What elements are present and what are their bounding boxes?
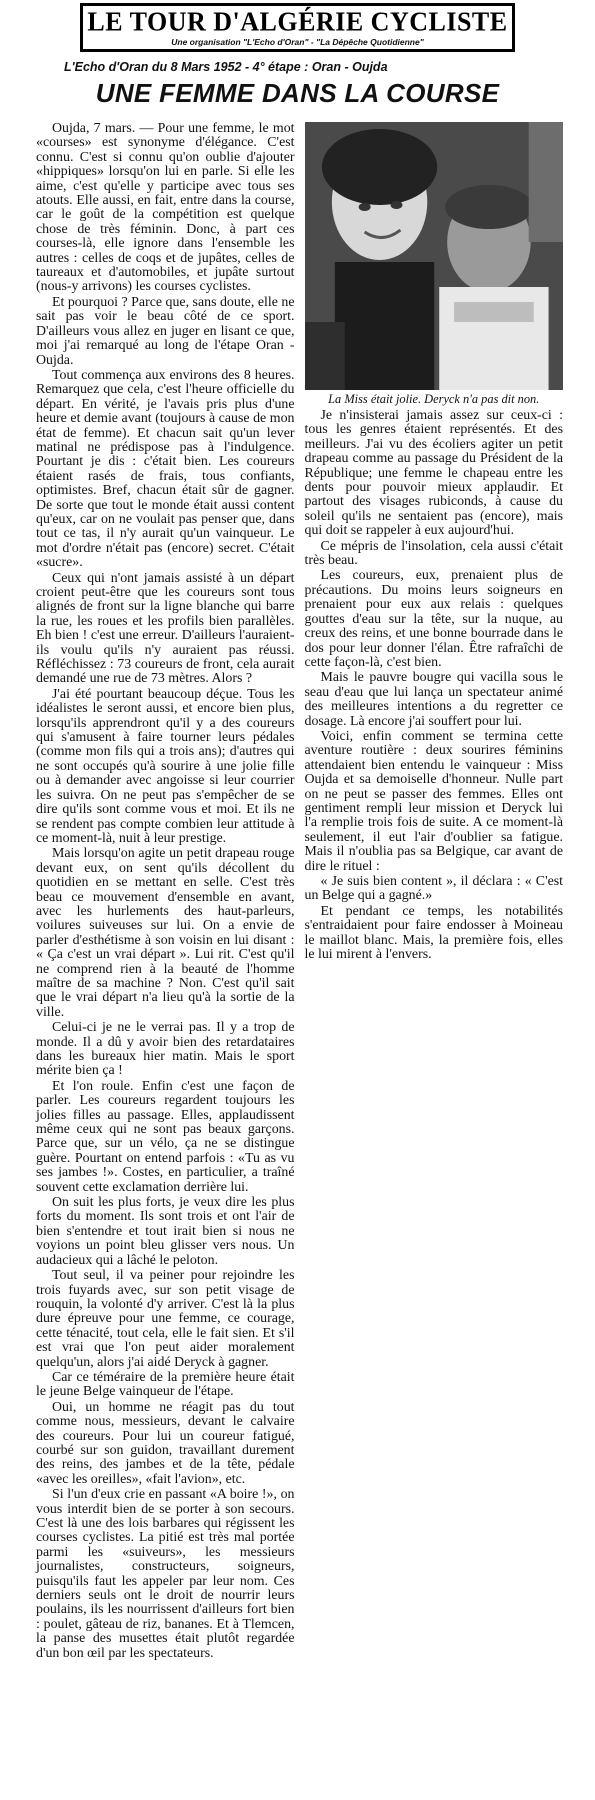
paragraph-19: « Je suis bien content », il déclara : « C'est un Belge qui a gagné.» xyxy=(304,874,563,904)
paragraph-16: Les coureurs, eux, prenaient plus de précautions. Du moins leurs soigneurs en prenaient pour eux aux relais : quelques gouttes d'eau sur la tête, sur la nuque, au creux des reins, et une bonne bourrade dans le dos pour leur donner l'élan. Être rafraîchi de cette façon-là, c'est bien. xyxy=(304,568,563,670)
paragraph-5: J'ai été pourtant beaucoup déçue. Tous les idéalistes le seront aussi, et encore bien plus, lorsqu'ils apprendront qu'il y a des coureurs qui s'amusent à faire tourner leurs pédales (comme mon fils qui a trois ans); d'autres qui ne sont occupés qu'à sourire à une jolie fille ou à demander avec angoisse si leur courrier les suivra. On ne peut pas s'empêcher de se dire qu'ils sont comme vous et moi. Et ils ne se rendent pas compte combien leur attitude à ce moment-là, nuit à leur prestige. xyxy=(36,686,295,846)
masthead-tagline: Une organisation "L'Echo d'Oran" - "La Dépêche Quotidienne" xyxy=(171,36,424,47)
paragraph-1: Oujda, 7 mars. — Pour une femme, le mot «courses» est synonyme d'élégance. C'est connu. C'est si connu qu'on oublie d'ajouter «hippiques» lorsqu'on lui en parle. Si elle les aime, c'est qu'elle y participe avec tous ses atouts. Elle aussi, en fait, entre dans la course, car le goût de la compétition est quelque chose de très féminin. Donc, à part ces courses-là, elle ignore dans l'ensemble les autres : celles de coqs et de jupâtes, celles de taureaux et d'automobiles, et jupâte surtout (nous-y arrivons) les courses cyclistes. xyxy=(36,121,295,295)
paragraph-3: Tout commença aux environs des 8 heures. Remarquez que cela, c'est l'heure officielle du départ. En vérité, je l'avais pris plus d'une heure et demie avant (toujours à cause de mon état de femme). Et chacun sait qu'un lever matinal ne prédispose pas à l'indulgence. Pourtant je dis : c'était bien. Les coureurs étaient rasés de frais, tous confiants, optimistes. Bref, chacun était sûr de gagner. De sorte que tout le monde était aussi content qu'eux, car on ne voulait pas penser que, dans tout ce tas, il n'y aurait qu'un vainqueur. Le mot d'ordre n'était pas (encore) secret. C'était «sucre». xyxy=(36,367,295,571)
masthead xyxy=(80,3,515,52)
paragraph-7: Celui-ci je ne le verrai pas. Il y a trop de monde. Il a dû y avoir bien des retardataires dans les bureaux hier matin. Mais le sport mérite bien ça ! xyxy=(36,1020,295,1079)
paragraph-12: Oui, un homme ne réagit pas du tout comme nous, messieurs, devant le calvaire des coureurs. Pour lui un coureur fatigué, courbé sur son guidon, travaillant durement des reins, des jambes et de la tête, pédale «avec les oreilles», «fait l'avion», etc. xyxy=(36,1399,295,1487)
paragraph-18: Voici, enfin comment se termina cette aventure routière : deux sourires féminins attendaient bien entendu le vainqueur : Miss Oujda et sa demoiselle d'honneur. Nulle part on ne peut se passer des femmes. Elles ont gentiment rempli leur mission et Deryck lui l'a remplie trois fois de suite. A ce moment-là seulement, il eut l'air d'oublier sa fatigue. Mais il n'oublia pas sa Belgique, car avant de dire le rituel : xyxy=(304,728,563,874)
source-line: L'Echo d'Oran du 8 Mars 1952 - 4° étape : Oran - Oujda xyxy=(64,60,388,74)
photo-illustration xyxy=(305,122,564,390)
headline: UNE FEMME DANS LA COURSE xyxy=(95,78,500,108)
paragraph-11: Car ce téméraire de la première heure était le jeune Belge vainqueur de l'étape. xyxy=(36,1369,295,1400)
paragraph-20: Et pendant ce temps, les notabilités s'entraidaient pour faire endosser à Moineau le maillot blanc. Mais, la première fois, elles le lui mirent à l'envers. xyxy=(304,903,563,963)
paragraph-6: Mais lorsqu'on agite un petit drapeau rouge devant eux, on sent qu'ils décollent du quotidien en se mettant en selle. C'est très beau ce mouvement d'ensemble en avant, avec les hurlements des haut-parleurs, voilures suiveuses sur lui. On a envie de parler d'esthétisme à son voisin en lui disant : « Ça c'est un vrai départ ». Lui rit. C'est qu'il ne comprend rien à la beauté de l'homme maître de sa machine ? Non. C'est qu'il sait que le vrai départ n'a lieu qu'à la sortie de la ville. xyxy=(36,846,295,1020)
paragraph-4: Ceux qui n'ont jamais assisté à un départ croient peut-être que les coureurs sont tous alignés de front sur la ligne blanche qui barre la rue, les roues et les profils bien parallèles. Eh bien ! c'est une erreur. D'ailleurs l'auraient-ils voulu qu'ils n'y auraient pas réussi. Réfléchissez : 73 coureurs de front, cela aurait demandé une rue de 73 mètres. Alors ? xyxy=(36,570,295,687)
paragraph-2: Et pourquoi ? Parce que, sans doute, elle ne sait pas voir le beau côté de ce sport. D'ailleurs vous allez en juger en lisant ce que, moi j'ai remarqué au long de l'étape Oran - Oujda. xyxy=(36,294,295,368)
paragraph-8: Et l'on roule. Enfin c'est une façon de parler. Les coureurs regardent toujours les jolies filles au passage. Elles, applaudissent même ceux qui ne sont pas beaux garçons. Parce que, sur un vélo, ça ne se distingue guère. Pourtant on entend parfois : «Tu as vu ses jambes !». Costes, en particulier, a traîné souvent cette exclamation derrière lui. xyxy=(36,1078,295,1195)
photo-figure xyxy=(305,122,564,406)
paragraph-9: On suit les plus forts, je veux dire les plus forts du moment. Ils sont trois et ont l'air de bien s'entendre et tout irait bien si nous ne voyions un point bleu glisser vers nous. Un audacieux qui a lâché le peloton. xyxy=(36,1195,295,1268)
paragraph-15: Ce mépris de l'insolation, cela aussi c'était très beau. xyxy=(304,538,563,569)
paragraph-17: Mais le pauvre bougre qui vacilla sous le seau d'eau que lui lança un spectateur animé des meilleures intentions a du regretter ce dosage. Là encore j'ai souffert pour lui. xyxy=(304,670,563,729)
photo-caption: La Miss était jolie. Deryck n'a pas dit non. xyxy=(328,392,540,406)
paragraph-14: Je n'insisterai jamais assez sur ceux-ci : tous les genres étaient représentés. Et des meilleurs. J'ai vu des écoliers agiter un petit drapeau comme au passage du Président de la République; une femme le chapeau entre les dents pour pouvoir mieux applaudir. Et partout des visages rubiconds, à cause du soleil qu'ils ne sentaient pas (encore), mais qui doit se rappeler à eux aujourd'hui. xyxy=(304,408,563,539)
paragraph-13: Si l'un d'eux crie en passant «A boire !», on vous interdit bien de se porter à son secours. C'est là une des lois barbares qui régissent les courses cyclistes. La pitié est très mal portée parmi les «suiveurs», les messieurs journalistes, constructeurs, soigneurs, puisqu'ils faut les appeler par leur nom. Ces derniers seuls ont le droit de nourrir leurs poulains, ils les nourrissent d'ailleurs fort bien : poulet, gâteau de riz, bananes. Et à Tlemcen, la panse des musettes était plutôt regardée d'un bon œil par les spectateurs. xyxy=(36,1487,295,1661)
photo-miss-and-deryck xyxy=(305,122,564,390)
paragraph-10: Tout seul, il va peiner pour rejoindre les trois fuyards avec, sur son petit visage de rouquin, la volonté d'y arriver. C'est là la plus dure épreuve pour une femme, ce courage, cette ténacité, tout cela, elle le fait sien. Et s'il est vrai que l'on peut aider moralement quelqu'un, alors j'ai aidé Deryck à gagner. xyxy=(36,1268,295,1370)
article-body xyxy=(36,122,563,1790)
masthead-brand: LE TOUR D'ALGÉRIE CYCLISTE xyxy=(87,6,508,37)
